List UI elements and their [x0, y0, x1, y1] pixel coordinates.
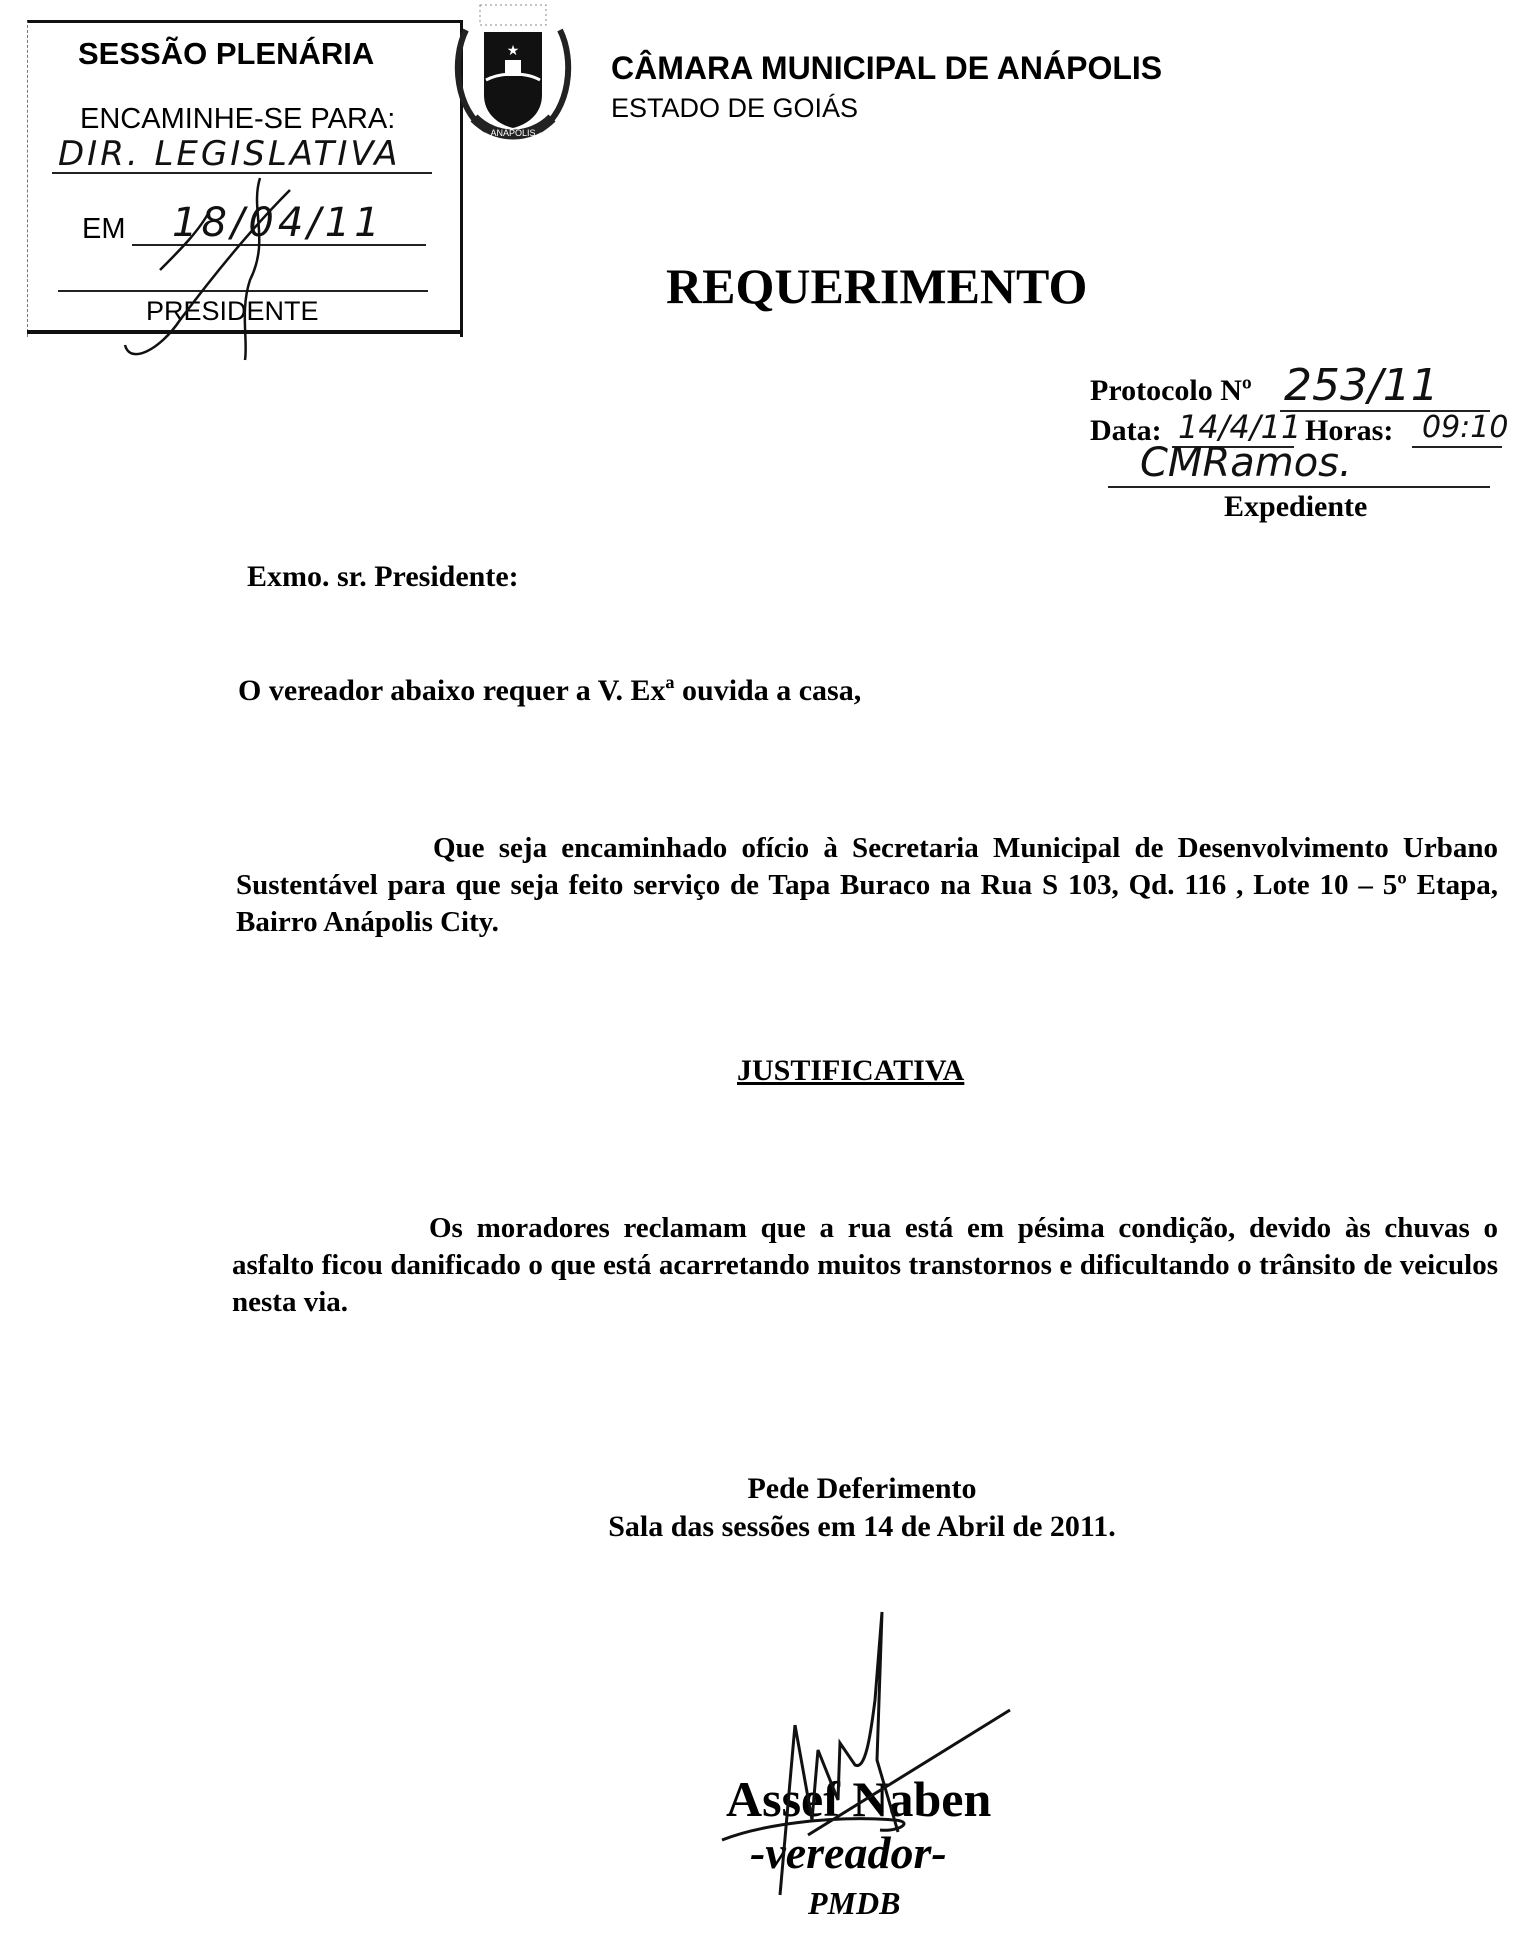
protocol-date-value: 14/4/11 [1178, 408, 1302, 446]
protocol-time-label: Horas: [1305, 414, 1394, 447]
stamp-forward-value: DIR. LEGISLATIVA [58, 134, 401, 174]
institution-name: CÂMARA MUNICIPAL DE ANÁPOLIS [611, 50, 1163, 86]
document-title: REQUERIMENTO [666, 258, 1088, 314]
stamp-date-value: 18/04/11 [172, 200, 384, 246]
request-text: Que seja encaminhado ofício à Secretaria Municipal de Desenvolvimento Urbano Sustentável para que seja feito serviço de Tapa Buraco na Rua S 103, Qd. 116 , Lote 10 – 5º Etapa, Bairro Anápolis City. [236, 832, 1498, 938]
signer-role: -vereador- [750, 1827, 947, 1878]
protocol-number-value: 253/11 [1284, 360, 1439, 411]
place-date-text: Sala das sessões em 14 de Abril de 2011. [608, 1510, 1116, 1543]
state-name: ESTADO DE GOIÁS [611, 93, 859, 123]
justification-paragraph [232, 1210, 1498, 1321]
protocol-time-rule [1412, 446, 1502, 448]
stamp-forward-label: ENCAMINHE-SE PARA: [80, 103, 396, 135]
closing-text: Pede Deferimento [747, 1472, 977, 1505]
justification-text: Os moradores reclamam que a rua está em pésima condição, devido às chuvas o asfalto ficou danificado o que está acarretando muitos transtornos e dificultando o trânsito de veiculos nesta via. [232, 1212, 1498, 1318]
intro-text: O vereador abaixo requer a V. Exª ouvida a casa, [238, 674, 862, 707]
municipal-coat-of-arms [446, 0, 580, 150]
protocol-department-label: Expediente [1224, 490, 1368, 523]
stamp-date-label: EM [82, 213, 126, 245]
protocol-number-label: Protocolo Nº [1090, 374, 1252, 407]
protocol-date-label: Data: [1090, 414, 1162, 447]
protocol-clerk-signature: CMRamos. [1140, 440, 1352, 486]
protocol-time-value: 09:10 [1422, 410, 1509, 445]
protocol-signature-rule [1108, 486, 1490, 488]
stamp-session-label: SESSÃO PLENÁRIA [78, 36, 375, 71]
emblem-text: ANÁPOLIS [490, 128, 536, 138]
justification-heading: JUSTIFICATIVA [737, 1054, 965, 1087]
stamp-signer-label: PRESIDENTE [146, 296, 319, 326]
svg-text:★: ★ [506, 44, 520, 59]
signer-party: PMDB [808, 1885, 901, 1921]
handwritten-signature [680, 1600, 1060, 1936]
salutation: Exmo. sr. Presidente: [247, 560, 519, 593]
signer-name: Assef Naben [726, 1771, 992, 1827]
request-paragraph [236, 830, 1498, 941]
president-signature [100, 170, 320, 370]
